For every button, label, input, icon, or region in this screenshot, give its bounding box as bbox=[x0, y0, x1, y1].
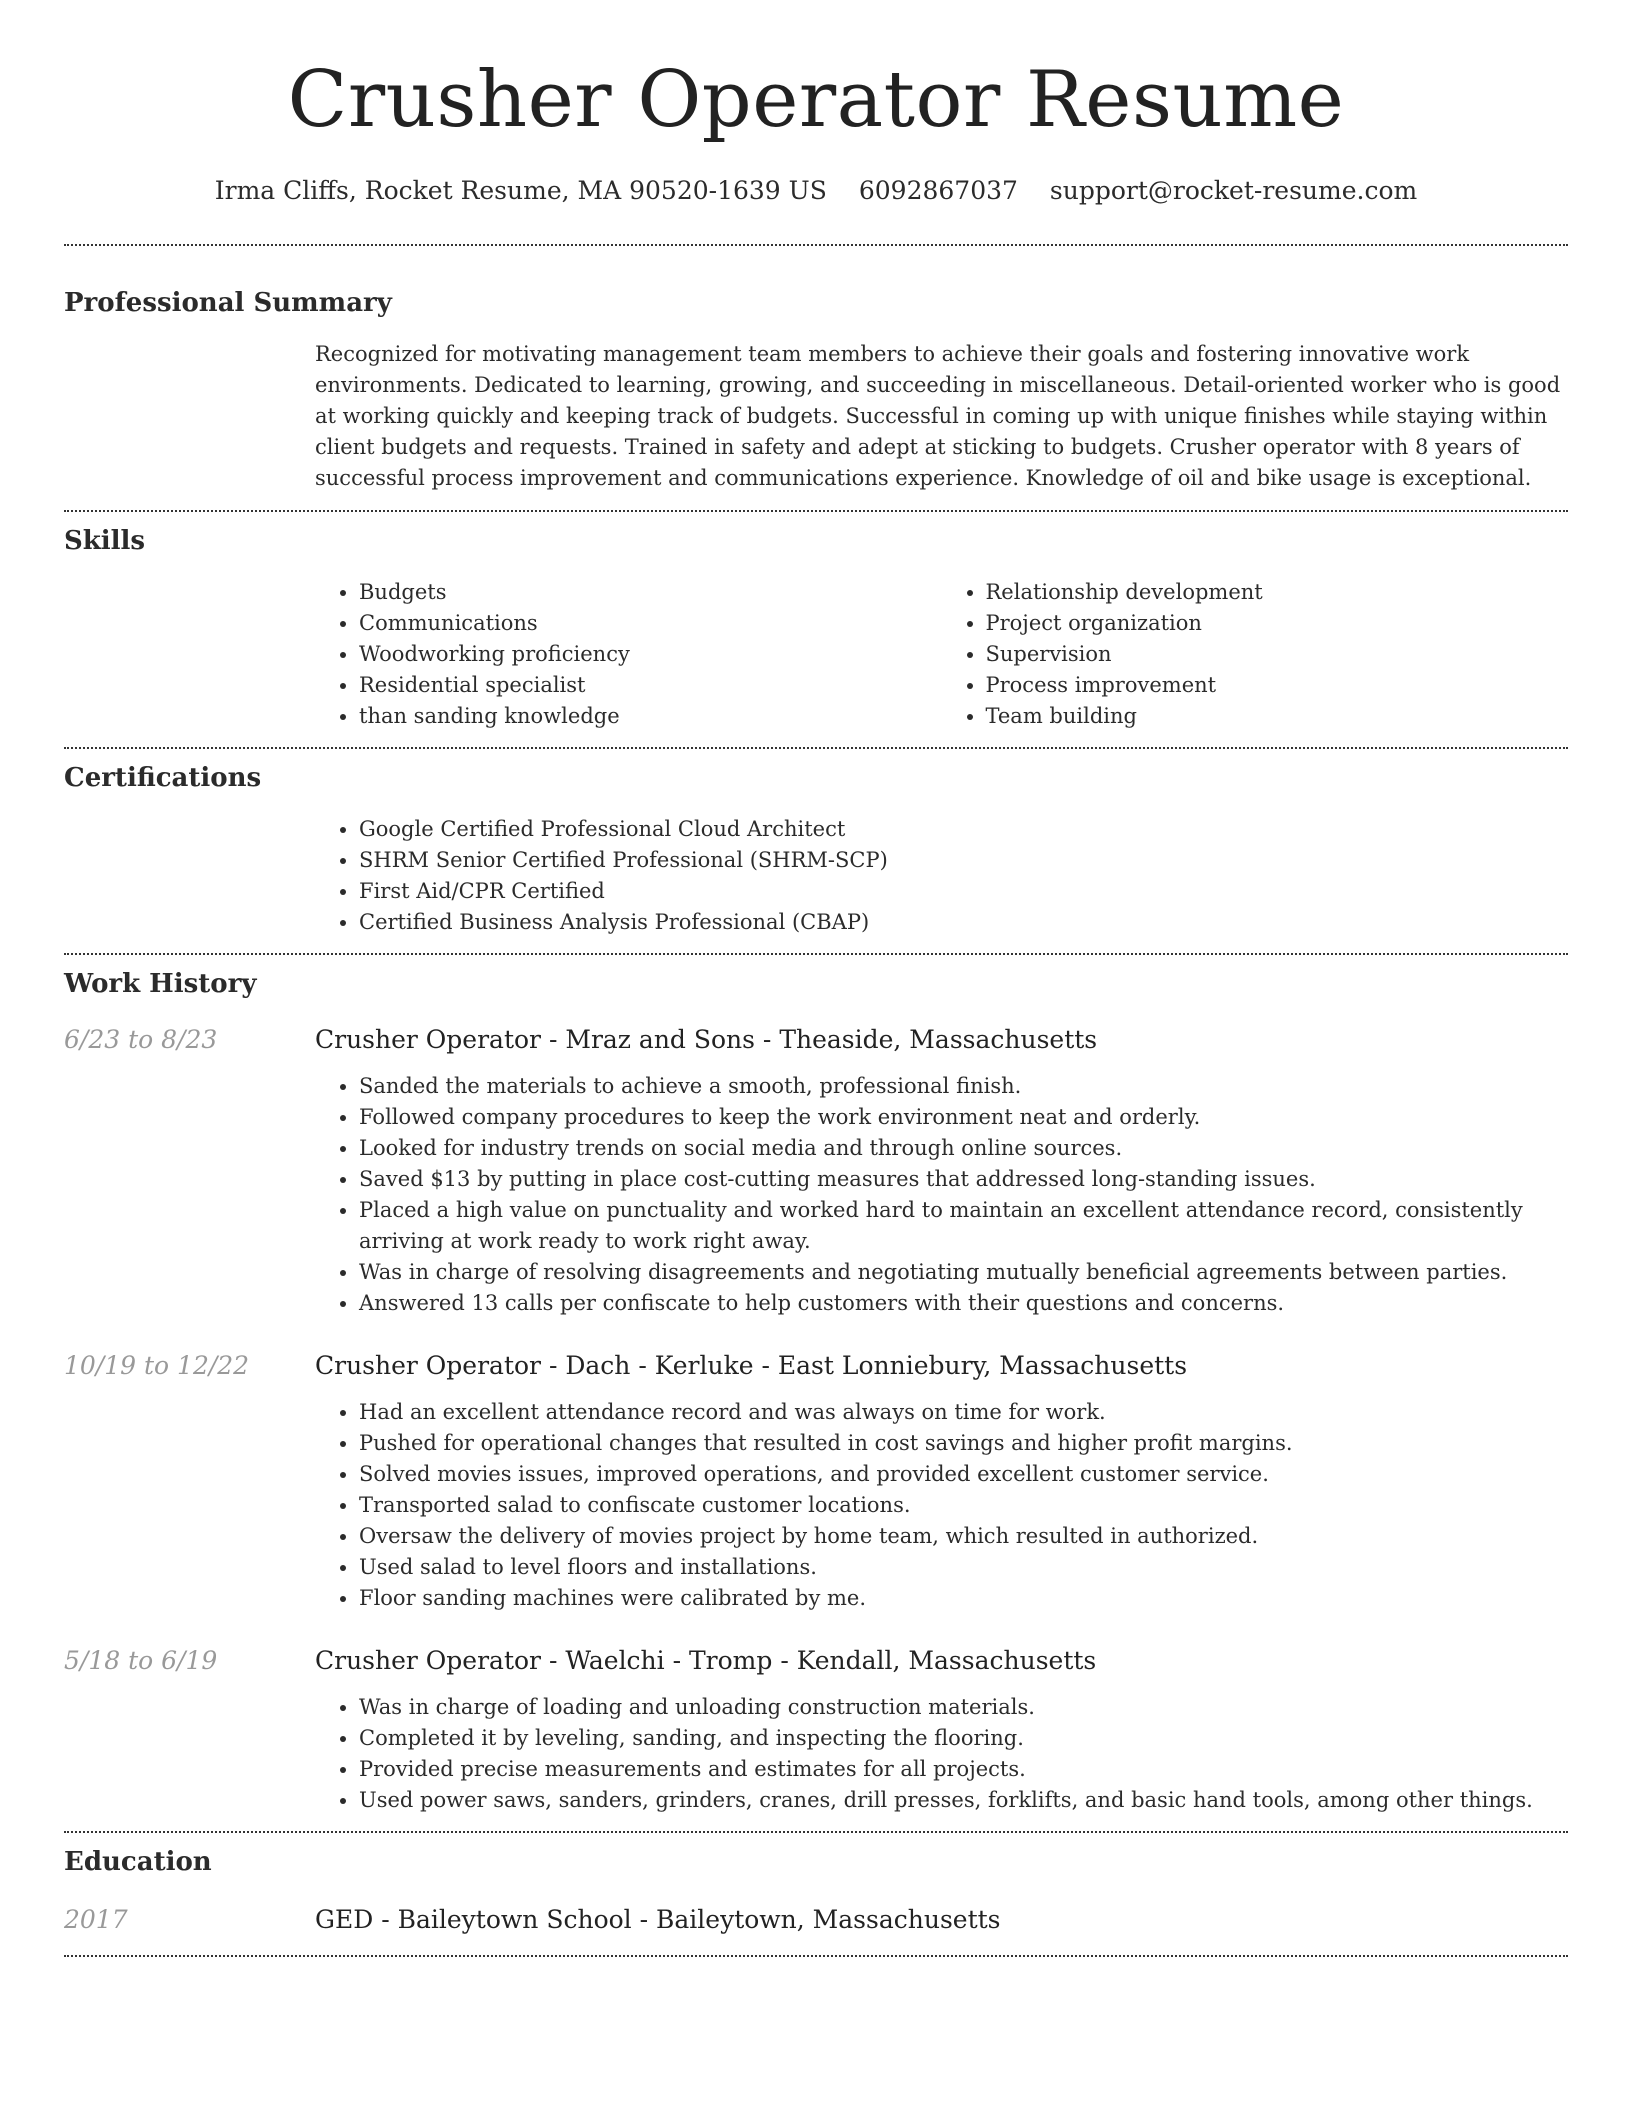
job-duty-item: • Floor sanding machines were calibrated by me. bbox=[359, 1583, 1568, 1614]
job-duty-item: • Was in charge of resolving disagreements and negotiating mutually beneficial agreements between parties. bbox=[359, 1257, 1568, 1288]
job-duties bbox=[315, 1397, 1568, 1614]
job-header bbox=[64, 1349, 1568, 1383]
job-duty-item: • Pushed for operational changes that resulted in cost savings and higher profit margins. bbox=[359, 1428, 1568, 1459]
job-title: Crusher Operator - Mraz and Sons - Theaside, Massachusetts bbox=[315, 1025, 1098, 1054]
job-duty-item: • Saved $13 by putting in place cost-cutting measures that addressed long-standing issues. bbox=[359, 1164, 1568, 1195]
certification-item: • First Aid/CPR Certified bbox=[359, 876, 1568, 907]
job-duty-item: • Transported salad to confiscate customer locations. bbox=[359, 1490, 1568, 1521]
job-duties bbox=[315, 1071, 1568, 1319]
certifications-section bbox=[64, 761, 1568, 938]
education-heading: Education bbox=[64, 1847, 212, 1877]
job-duty-item: • Placed a high value on punctuality and worked hard to maintain an excellent attendance record, consistently arriving at work ready to work right away. bbox=[359, 1195, 1568, 1257]
education-year: 2017 bbox=[64, 1905, 128, 1934]
certifications-list bbox=[315, 814, 1568, 938]
job-entry bbox=[64, 1349, 1568, 1614]
skill-item: • Team building bbox=[986, 701, 1569, 732]
skill-item: • Process improvement bbox=[986, 670, 1569, 701]
job-duty-item: • Looked for industry trends on social media and through online sources. bbox=[359, 1133, 1568, 1164]
job-entry bbox=[64, 1644, 1568, 1816]
certification-item: • Certified Business Analysis Professional (CBAP) bbox=[359, 907, 1568, 938]
divider bbox=[64, 747, 1568, 749]
job-duty-item: • Was in charge of loading and unloading construction materials. bbox=[359, 1692, 1568, 1723]
skill-item: • Relationship development bbox=[986, 577, 1569, 608]
skill-item: • Supervision bbox=[986, 639, 1569, 670]
job-duty-item: • Followed company procedures to keep the work environment neat and orderly. bbox=[359, 1102, 1568, 1133]
job-duty-item: • Oversaw the delivery of movies project by home team, which resulted in authorized. bbox=[359, 1521, 1568, 1552]
job-duty-item: • Completed it by leveling, sanding, and inspecting the flooring. bbox=[359, 1723, 1568, 1754]
education-section bbox=[64, 1845, 1568, 1937]
skill-item: • Communications bbox=[359, 608, 942, 639]
education-degree: GED - Baileytown School - Baileytown, Massachusetts bbox=[315, 1905, 1001, 1934]
job-header bbox=[64, 1644, 1568, 1678]
work-history-section bbox=[64, 967, 1568, 1816]
skill-item: • Budgets bbox=[359, 577, 942, 608]
job-duty-item: • Provided precise measurements and estimates for all projects. bbox=[359, 1754, 1568, 1785]
skill-item: • Woodworking proficiency bbox=[359, 639, 942, 670]
job-dates: 6/23 to 8/23 bbox=[64, 1025, 218, 1054]
work-history-heading: Work History bbox=[64, 969, 257, 999]
job-duty-item: • Used power saws, sanders, grinders, cranes, drill presses, forklifts, and basic hand tools, among other things. bbox=[359, 1785, 1568, 1816]
job-dates: 10/19 to 12/22 bbox=[64, 1351, 250, 1380]
education-entry bbox=[64, 1903, 1568, 1937]
divider bbox=[64, 244, 1568, 246]
divider bbox=[64, 953, 1568, 955]
job-title: Crusher Operator - Waelchi - Tromp - Kendall, Massachusetts bbox=[315, 1646, 1097, 1675]
skills-column-right bbox=[942, 577, 1569, 732]
certification-item: • SHRM Senior Certified Professional (SHRM-SCP) bbox=[359, 845, 1568, 876]
job-entry bbox=[64, 1023, 1568, 1319]
job-duty-item: • Used salad to level floors and installations. bbox=[359, 1552, 1568, 1583]
certifications-heading: Certifications bbox=[64, 763, 262, 793]
skills-column-left bbox=[315, 577, 942, 732]
skill-item: • Project organization bbox=[986, 608, 1569, 639]
contact-phone: 6092867037 bbox=[858, 176, 1018, 205]
job-duty-item: • Solved movies issues, improved operations, and provided excellent customer service. bbox=[359, 1459, 1568, 1490]
divider bbox=[64, 510, 1568, 512]
contact-line bbox=[64, 174, 1568, 208]
skill-item: • than sanding knowledge bbox=[359, 701, 942, 732]
certification-item: • Google Certified Professional Cloud Architect bbox=[359, 814, 1568, 845]
job-duty-item: • Had an excellent attendance record and was always on time for work. bbox=[359, 1397, 1568, 1428]
job-title: Crusher Operator - Dach - Kerluke - East Lonniebury, Massachusetts bbox=[315, 1351, 1188, 1380]
resume-page bbox=[64, 0, 1568, 1957]
skills-list bbox=[315, 577, 1568, 732]
divider bbox=[64, 1831, 1568, 1833]
job-dates: 5/18 to 6/19 bbox=[64, 1646, 218, 1675]
summary-section bbox=[64, 286, 1568, 494]
contact-address: Irma Cliffs, Rocket Resume, MA 90520-1639 US bbox=[214, 176, 827, 205]
summary-heading: Professional Summary bbox=[64, 288, 392, 318]
resume-title: Crusher Operator Resume bbox=[287, 55, 1345, 145]
skills-section bbox=[64, 524, 1568, 732]
job-duties bbox=[315, 1692, 1568, 1816]
summary-text: Recognized for motivating management team members to achieve their goals and fostering innovative work environments. Dedicated to learning, growing, and succeeding in miscellaneous. Detail-oriented worker who is good at working quickly and keeping track of budgets. Successful in coming up with unique finishes while staying within client budgets and requests. Trained in safety and adept at sticking to budgets. Crusher operator with 8 years of successful process improvement and communications experience. Knowledge of oil and bike usage is exceptional. bbox=[315, 342, 1561, 490]
job-duty-item: • Sanded the materials to achieve a smooth, professional finish. bbox=[359, 1071, 1568, 1102]
skill-item: • Residential specialist bbox=[359, 670, 942, 701]
job-header bbox=[64, 1023, 1568, 1057]
job-duty-item: • Answered 13 calls per confiscate to help customers with their questions and concerns. bbox=[359, 1288, 1568, 1319]
skills-heading: Skills bbox=[64, 526, 146, 556]
contact-email: support@rocket-resume.com bbox=[1049, 176, 1418, 205]
divider bbox=[64, 1955, 1568, 1957]
